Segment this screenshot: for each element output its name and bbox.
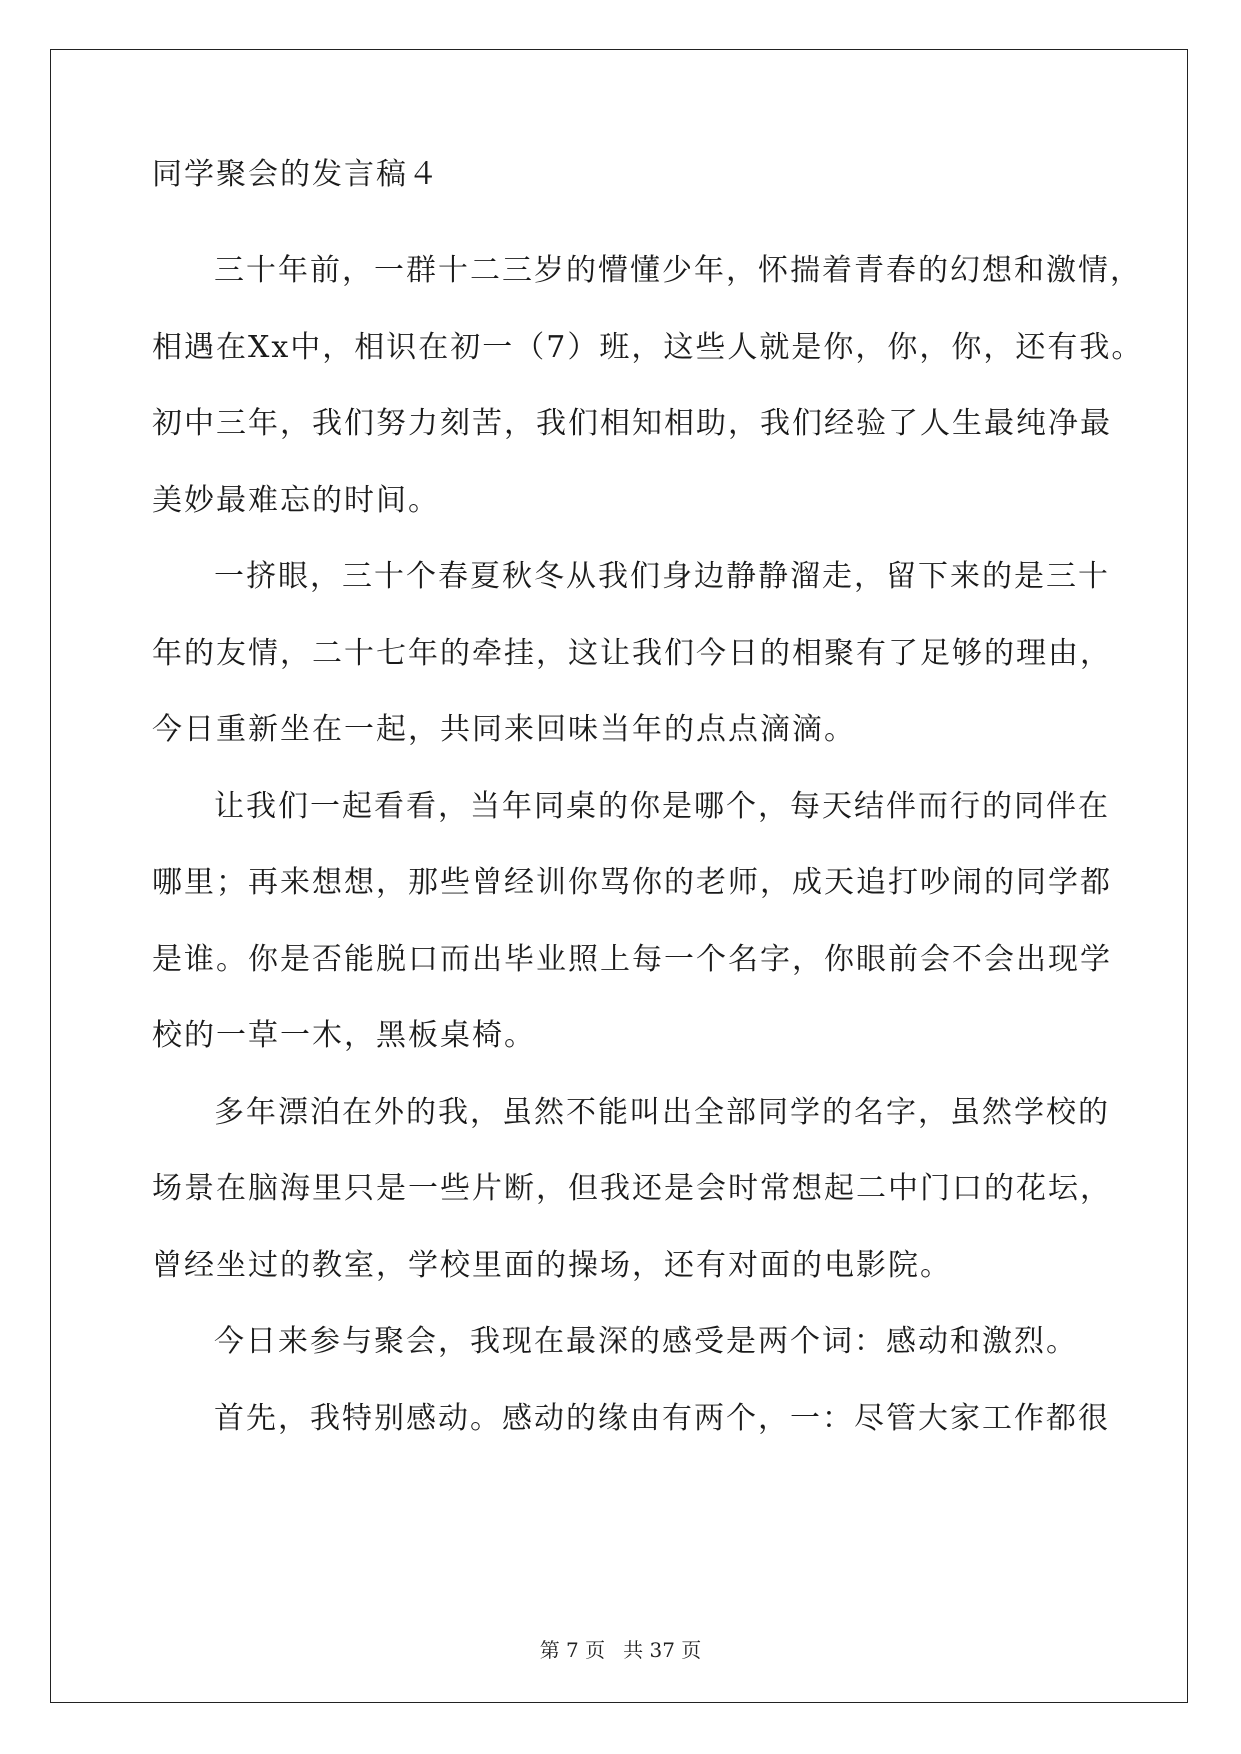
text-line: 初中三年，我们努力刻苦，我们相知相助，我们经验了人生最纯净最 (152, 406, 1112, 441)
page-number: 第 7 页 (539, 1638, 606, 1662)
paragraph-5 (152, 1304, 1082, 1381)
text-line: 三十年前，一群十二三岁的懵懂少年，怀揣着青春的幻想和激情， (214, 253, 1142, 288)
text-line: 一挤眼，三十个春夏秋冬从我们身边静静溜走，留下来的是三十 (214, 559, 1110, 594)
document-body (152, 157, 1144, 1457)
text-line: 曾经坐过的教室，学校里面的操场，还有对面的电影院。 (152, 1247, 952, 1283)
page-footer (0, 1634, 1241, 1663)
text-line: 是谁。你是否能脱口而出毕业照上每一个名字，你眼前会不会出现学 (152, 941, 1112, 977)
document-title: 同学聚会的发言稿４ (152, 157, 440, 192)
text-line: 场景在脑海里只是一些片断，但我还是会时常想起二中门口的花坛， (152, 1171, 1112, 1206)
text-line: 今日重新坐在一起，共同来回味当年的点点滴滴。 (152, 712, 856, 747)
paragraph-6 (152, 1381, 1110, 1458)
text-line: 哪里；再来想想，那些曾经训你骂你的老师，成天追打吵闹的同学都 (152, 865, 1112, 900)
text-line: 多年漂泊在外的我，虽然不能叫出全部同学的名字，虽然学校的 (214, 1094, 1110, 1130)
page-total: 共 37 页 (623, 1638, 702, 1662)
text-line: 年的友情，二十七年的牵挂，这让我们今日的相聚有了足够的理由， (152, 635, 1112, 671)
paragraph-3 (152, 769, 1112, 1075)
text-line: 今日来参与聚会，我现在最深的感受是两个词：感动和激烈。 (214, 1324, 1078, 1359)
text-line: 首先，我特别感动。感动的缘由有两个，一：尽管大家工作都很 (214, 1400, 1110, 1436)
text-line: 校的一草一木，黑板桌椅。 (152, 1018, 536, 1053)
text-line: 相遇在Xx中，相识在初一（7）班，这些人就是你，你，你，还有我。 (152, 329, 1144, 365)
paragraph-4 (152, 1075, 1112, 1305)
text-line: 美妙最难忘的时间。 (152, 482, 440, 518)
paragraph-2 (152, 539, 1112, 769)
paragraph-1 (152, 233, 1144, 539)
text-line: 让我们一起看看，当年同桌的你是哪个，每天结伴而行的同伴在 (214, 788, 1110, 824)
